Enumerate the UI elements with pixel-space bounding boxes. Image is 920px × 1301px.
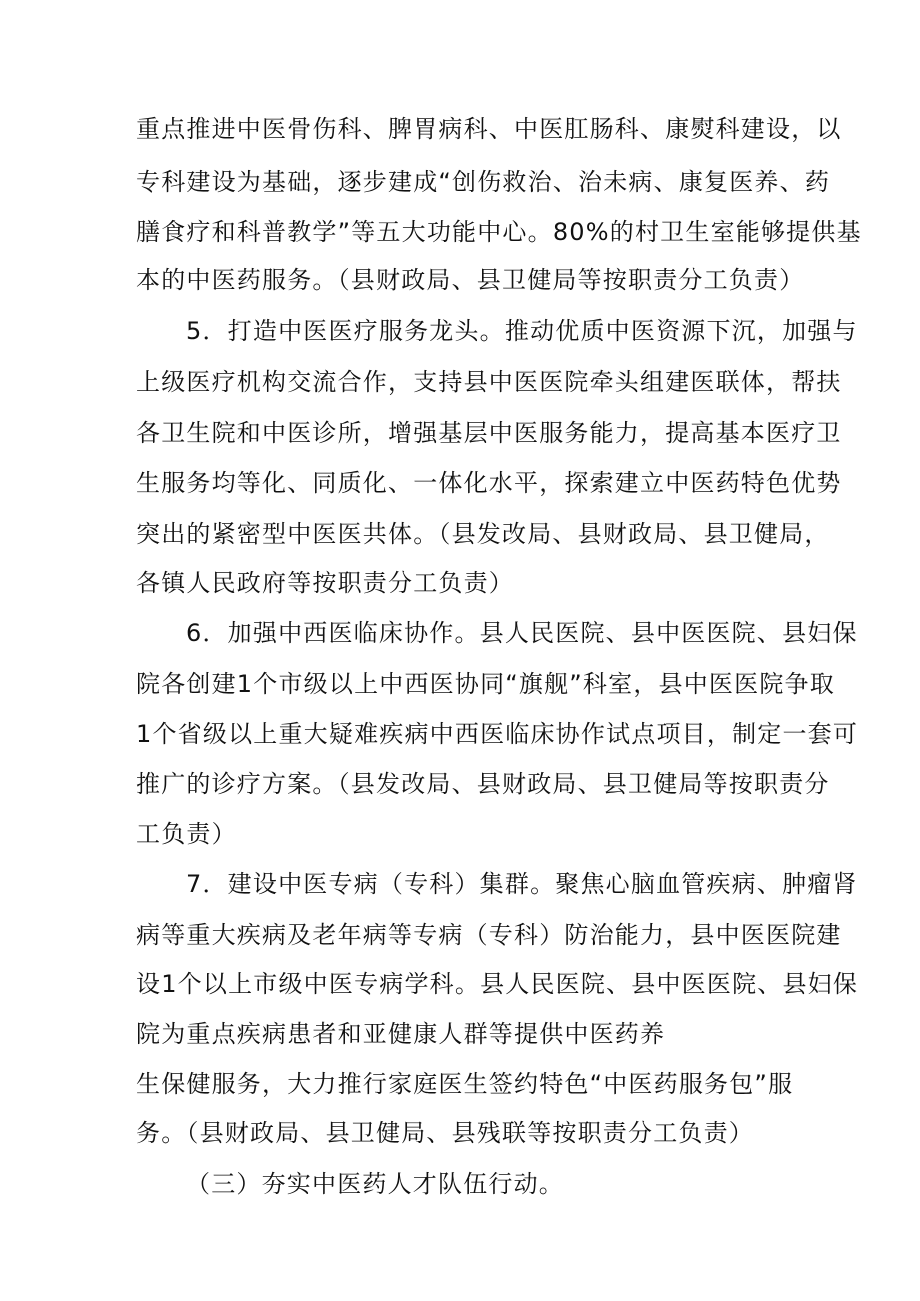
paragraph-line: 推广的诊疗方案。（县发改局、县财政局、县卫健局等按职责分 [136, 770, 830, 798]
section-heading: （三）夯实中医药人才队伍行动。 [186, 1170, 564, 1198]
paragraph-line: 病等重大疾病及老年病等专病（专科）防治能力，县中医医院建 [136, 921, 842, 949]
paragraph-line: 院为重点疾病患者和亚健康人群等提供中医药养 [136, 1020, 666, 1048]
paragraph-line: 工负责） [136, 820, 237, 848]
item-5-heading-line: 5．打造中医医疗服务龙头。推动优质中医资源下沉，加强与 [186, 317, 858, 345]
paragraph-line: 各镇人民政府等按职责分工负责） [136, 569, 514, 597]
paragraph-line: 专科建设为基础，逐步建成“创伤救治、治未病、康复医养、药 [136, 168, 831, 196]
paragraph-line: 各卫生院和中医诊所，增强基层中医服务能力，提高基本医疗卫 [136, 419, 842, 447]
paragraph-line: 膳食疗和科普教学”等五大功能中心。80%的村卫生室能够提供基 [136, 218, 862, 246]
paragraph-line: 突出的紧密型中医医共体。（县发改局、县财政局、县卫健局， [136, 520, 830, 548]
paragraph-line: 1个省级以上重大疑难疾病中西医临床协作试点项目，制定一套可 [136, 720, 859, 748]
paragraph-line: 生服务均等化、同质化、一体化水平，探索建立中医药特色优势 [136, 469, 842, 497]
paragraph-line: 上级医疗机构交流合作，支持县中医医院牵头组建医联体，帮扶 [136, 368, 842, 396]
item-6-heading-line: 6．加强中西医临床协作。县人民医院、县中医医院、县妇保 [186, 619, 858, 647]
paragraph-line: 重点推进中医骨伤科、脾胃病科、中医肛肠科、康熨科建设，以 [136, 115, 842, 143]
item-7-heading-line: 7．建设中医专病（专科）集群。聚焦心脑血管疾病、肿瘤肾 [186, 870, 858, 898]
paragraph-line: 设1个以上市级中医专病学科。县人民医院、县中医医院、县妇保 [136, 970, 859, 998]
paragraph-line: 院各创建1个市级以上中西医协同“旗舰”科室，县中医医院争取 [136, 670, 835, 698]
paragraph-line: 务。（县财政局、县卫健局、县残联等按职责分工负责） [136, 1119, 754, 1147]
paragraph-line: 本的中医药服务。（县财政局、县卫健局等按职责分工负责） [136, 266, 805, 294]
paragraph-line: 生保健服务，大力推行家庭医生签约特色“中医药服务包”服 [136, 1070, 794, 1098]
